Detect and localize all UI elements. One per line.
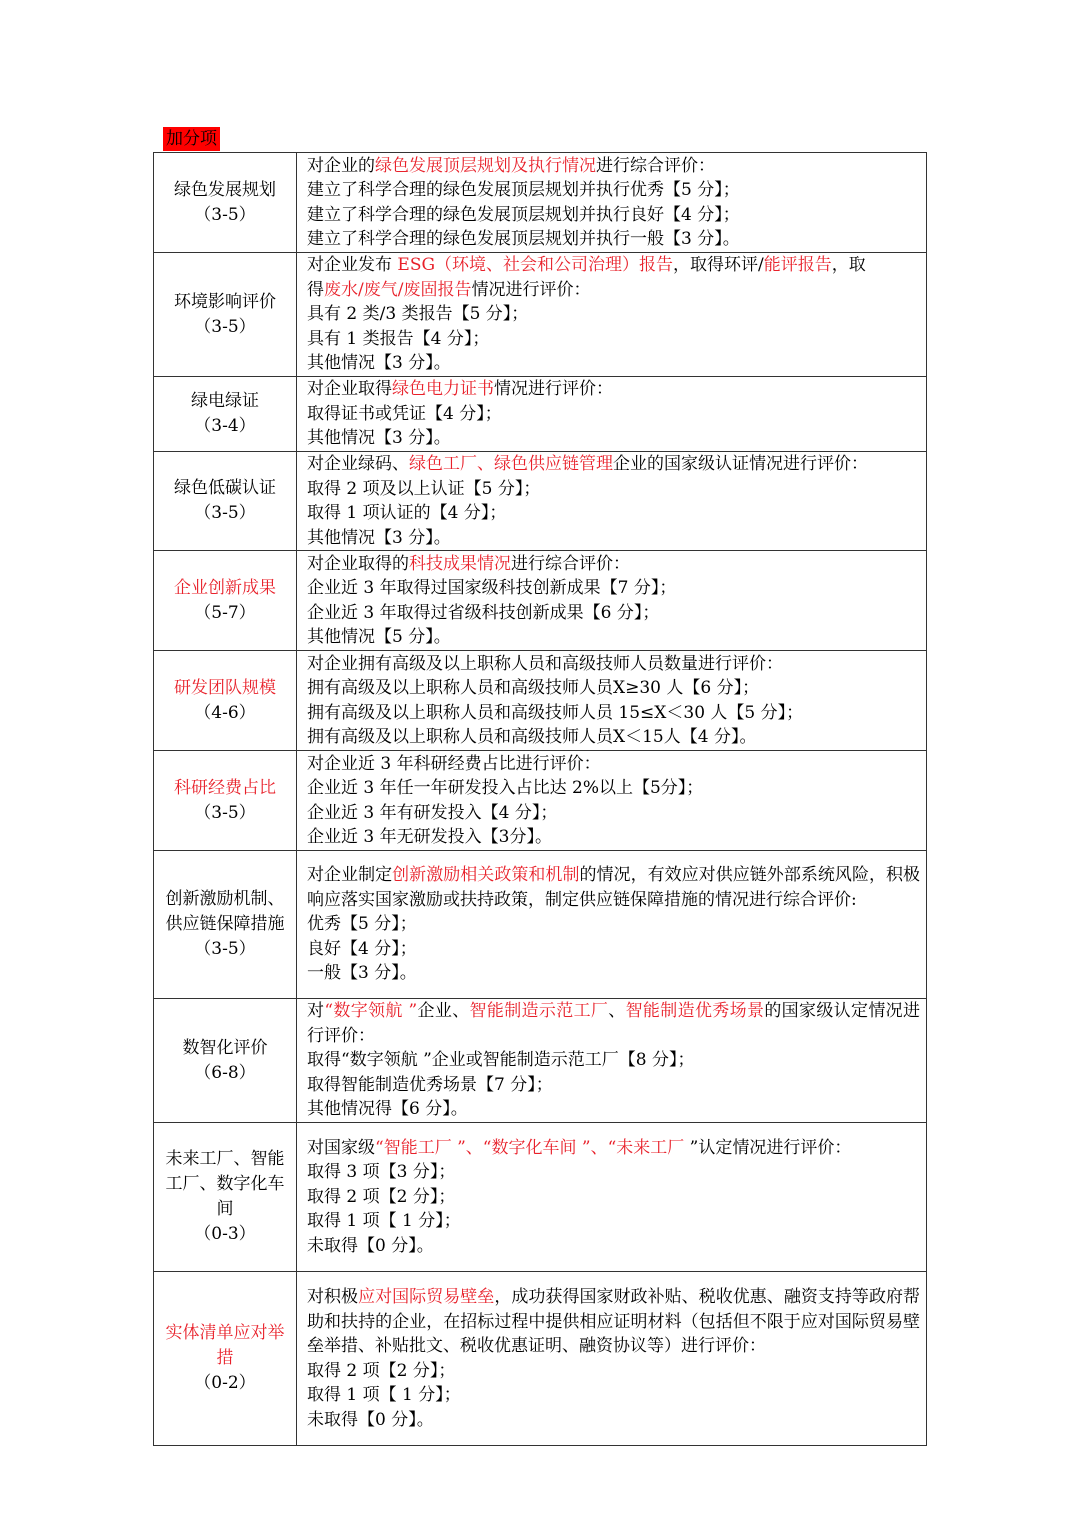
text-segment: 进行综合评价：: [511, 553, 630, 574]
text-segment: 对企业取得: [307, 379, 392, 400]
criterion-description: [297, 551, 927, 651]
description-line: [307, 278, 920, 303]
text-segment: 对积极: [307, 1287, 359, 1307]
text-segment: ，成功获得国家财政补贴、税收优惠、融资支持等政府帮助和扶持的企业，在招标过程中提供相应证明材料（包括但不限于应对国际贸易壁垒举措、补贴批文、税收优惠证明、融资协议等）进行评价：: [307, 1287, 921, 1356]
table-row: [154, 452, 927, 551]
description-line: [307, 625, 920, 650]
description-line: [307, 452, 920, 477]
text-segment: 对企业发布: [307, 255, 398, 276]
description-line: [307, 1359, 920, 1384]
text-segment: 优秀【5 分】；: [307, 914, 417, 935]
description-line: [307, 178, 920, 203]
text-segment: 其他情况【3 分】。: [307, 353, 451, 374]
text-segment: 取得“数字领航 ”企业或智能制造示范工厂【8 分】；: [307, 1050, 695, 1071]
text-segment: 对企业近 3 年科研经费占比进行评价：: [307, 753, 601, 774]
description-line: [307, 601, 920, 626]
score-range: （3-5）: [194, 802, 256, 823]
score-range: （4-6）: [194, 702, 256, 723]
description-line: [307, 327, 920, 352]
text-segment: 取得证书或凭证【4 分】；: [307, 403, 502, 424]
text-segment: 取得 2 项及以上认证【5 分】；: [307, 478, 541, 499]
highlighted-text: “智能工厂 ”、“数字化车间 ”、“未来工厂: [375, 1137, 685, 1158]
highlighted-text: 智能制造示范工厂: [469, 1001, 609, 1022]
table-row: [154, 751, 927, 851]
text-segment: 情况进行评价：: [471, 279, 591, 300]
text-segment: 得: [307, 279, 324, 300]
criterion-cell: [154, 999, 297, 1123]
text-segment: 企业近 3 年有研发投入【4 分】；: [307, 802, 558, 823]
criterion-description: [297, 377, 927, 452]
criterion-name: 绿色发展规划: [174, 179, 276, 200]
description-line: [307, 477, 920, 502]
criterion-cell: [154, 1272, 297, 1446]
description-line: [307, 776, 920, 801]
criterion-description: [297, 751, 927, 851]
criterion-name: 未来工厂、智能工厂、数字化车间: [165, 1149, 285, 1219]
highlighted-text: 创新激励相关政策和机制: [392, 865, 580, 886]
criterion-cell: [154, 1123, 297, 1272]
text-segment: 未取得【0 分】。: [307, 1409, 434, 1430]
table-row: [154, 377, 927, 452]
table-row: [154, 1272, 927, 1446]
text-segment: 具有 2 类/3 类报告【5 分】；: [307, 304, 529, 325]
criterion-name: 企业创新成果: [174, 577, 276, 598]
text-segment: 良好【4 分】；: [307, 938, 417, 959]
highlighted-text: 绿色电力证书: [392, 379, 494, 400]
bonus-items-heading: 加分项: [163, 127, 220, 151]
criterion-description: [297, 253, 927, 377]
text-segment: 的国家级认定情况进行评价：: [307, 1001, 921, 1046]
highlighted-text: 应对国际贸易壁垒: [358, 1287, 495, 1307]
text-segment: 拥有高级及以上职称人员和高级技师人员 15≤X＜30 人【5 分】；: [307, 702, 804, 723]
criterion-name: 实体清单应对举措: [165, 1323, 285, 1368]
text-segment: 建立了科学合理的绿色发展顶层规划并执行优秀【5 分】；: [307, 180, 740, 200]
description-line: [307, 999, 920, 1048]
text-segment: ，取得环评/: [673, 255, 764, 276]
text-segment: 对企业制定: [307, 865, 393, 886]
criterion-cell: [154, 377, 297, 452]
description-line: [307, 302, 920, 327]
table-row: [154, 551, 927, 651]
description-line: [307, 203, 920, 228]
table-row: [154, 253, 927, 377]
criterion-name: 科研经费占比: [174, 777, 276, 798]
highlighted-text: 废水/废气/废固报告: [324, 279, 472, 300]
description-line: [307, 825, 920, 850]
description-line: [307, 1185, 920, 1210]
text-segment: 取得 1 项【 1 分】；: [307, 1385, 461, 1405]
criterion-name: 环境影响评价: [174, 291, 276, 312]
description-line: [307, 1209, 920, 1234]
score-range: （0-2）: [194, 1373, 256, 1393]
criterion-name: 研发团队规模: [174, 677, 276, 698]
score-range: （3-4）: [194, 416, 256, 436]
text-segment: 企业、: [417, 1001, 470, 1022]
text-segment: 企业近 3 年取得过省级科技创新成果【6 分】；: [307, 602, 660, 623]
description-line: [307, 552, 920, 577]
highlighted-text: 科技成果情况: [409, 553, 511, 574]
criterion-cell: [154, 651, 297, 751]
description-line: [307, 937, 920, 962]
text-segment: 其他情况【3 分】。: [307, 428, 451, 449]
criterion-name: 数智化评价: [182, 1037, 268, 1058]
criterion-cell: [154, 452, 297, 551]
text-segment: 的情况，有效应对供应链外部系统风险，积极响应落实国家激励或扶持政策，制定供应链保障措施的情况进行综合评价:: [307, 865, 921, 910]
text-segment: 拥有高级及以上职称人员和高级技师人员X＜15人【4 分】。: [307, 727, 757, 747]
criterion-description: [297, 153, 927, 253]
table-row: [154, 153, 927, 253]
text-segment: 企业近 3 年无研发投入【3分】。: [307, 827, 552, 847]
text-segment: 其他情况【5 分】。: [307, 627, 451, 647]
text-segment: 对企业拥有高级及以上职称人员和高级技师人员数量进行评价：: [307, 653, 783, 674]
description-line: [307, 402, 920, 427]
criterion-cell: [154, 751, 297, 851]
description-line: [307, 426, 920, 451]
highlighted-text: “数字领航 ”: [324, 1001, 418, 1022]
criterion-description: [297, 651, 927, 751]
table-row: [154, 651, 927, 751]
description-line: [307, 701, 920, 726]
description-line: [307, 1383, 920, 1408]
score-range: （6-8）: [194, 1062, 256, 1083]
description-line: [307, 863, 920, 912]
description-line: [307, 676, 920, 701]
criterion-description: [297, 1272, 927, 1446]
description-line: [307, 752, 920, 777]
criterion-cell: [154, 551, 297, 651]
score-range: （0-3）: [194, 1224, 256, 1244]
criterion-name: 绿色低碳认证: [174, 478, 276, 498]
description-line: [307, 154, 920, 179]
description-line: [307, 1048, 920, 1073]
criterion-cell: [154, 253, 297, 377]
description-line: [307, 912, 920, 937]
text-segment: 取得 2 项【2 分】；: [307, 1186, 456, 1207]
text-segment: 进行综合评价：: [596, 155, 715, 176]
highlighted-text: 能评报告: [763, 255, 832, 276]
text-segment: 拥有高级及以上职称人员和高级技师人员X≥30 人【6 分】；: [307, 678, 760, 698]
description-line: [307, 1285, 920, 1359]
description-line: [307, 961, 920, 986]
text-segment: 具有 1 类报告【4 分】；: [307, 328, 490, 349]
description-line: [307, 1234, 920, 1259]
table-row: [154, 999, 927, 1123]
text-segment: 取得 2 项【2 分】；: [307, 1360, 456, 1381]
text-segment: 其他情况得【6 分】。: [307, 1099, 468, 1120]
description-line: [307, 1097, 920, 1122]
criterion-description: [297, 999, 927, 1123]
criterion-description: [297, 452, 927, 551]
text-segment: 对企业取得的: [307, 553, 409, 574]
description-line: [307, 377, 920, 402]
text-segment: 、: [608, 1001, 626, 1022]
text-segment: 取得智能制造优秀场景【7 分】；: [307, 1074, 553, 1095]
text-segment: ，取: [831, 255, 866, 276]
description-line: [307, 1160, 920, 1185]
description-line: [307, 1073, 920, 1098]
score-range: （3-5）: [194, 503, 256, 523]
score-range: （3-5）: [194, 316, 256, 337]
text-segment: 企业近 3 年任一年研发投入占比达 2%以上【5分】；: [307, 778, 704, 798]
description-line: [307, 725, 920, 750]
text-segment: 建立了科学合理的绿色发展顶层规划并执行一般【3 分】。: [307, 229, 740, 249]
text-segment: 对企业的: [307, 155, 375, 176]
text-segment: 未取得【0 分】。: [307, 1235, 434, 1256]
text-segment: 其他情况【3 分】。: [307, 527, 451, 548]
text-segment: 对国家级: [307, 1137, 375, 1158]
highlighted-text: 智能制造优秀场景: [625, 1001, 765, 1022]
table-row: [154, 1123, 927, 1272]
text-segment: 对企业绿码、: [307, 454, 409, 474]
criterion-cell: [154, 153, 297, 253]
description-line: [307, 501, 920, 526]
text-segment: 取得 1 项【 1 分】；: [307, 1211, 461, 1232]
highlighted-text: 绿色发展顶层规划及执行情况: [375, 155, 596, 176]
highlighted-text: ESG（环境、社会和公司治理）报告: [397, 255, 674, 276]
text-segment: 情况进行评价：: [494, 379, 613, 400]
description-line: [307, 1408, 920, 1433]
score-range: （3-5）: [194, 939, 256, 959]
criterion-description: [297, 1123, 927, 1272]
text-segment: 一般【3 分】。: [307, 963, 417, 984]
text-segment: 对: [307, 1001, 325, 1022]
description-line: [307, 652, 920, 677]
text-segment: 建立了科学合理的绿色发展顶层规划并执行良好【4 分】；: [307, 204, 740, 225]
description-line: [307, 253, 920, 278]
criterion-name: 创新激励机制、供应链保障措施: [165, 889, 285, 934]
criterion-name: 绿电绿证: [191, 391, 259, 411]
description-line: [307, 526, 920, 551]
description-line: [307, 227, 920, 252]
score-range: （5-7）: [194, 602, 256, 623]
text-segment: 企业的国家级认证情况进行评价：: [613, 454, 868, 474]
criterion-description: [297, 851, 927, 999]
table-row: [154, 851, 927, 999]
score-range: （3-5）: [194, 204, 256, 225]
highlighted-text: 绿色工厂、绿色供应链管理: [409, 454, 613, 474]
description-line: [307, 351, 920, 376]
description-line: [307, 801, 920, 826]
text-segment: ”认定情况进行评价：: [684, 1137, 852, 1158]
description-line: [307, 1136, 920, 1161]
text-segment: 取得 3 项【3 分】；: [307, 1162, 456, 1183]
criterion-cell: [154, 851, 297, 999]
text-segment: 取得 1 项认证的【4 分】；: [307, 503, 507, 523]
description-line: [307, 576, 920, 601]
bonus-scoring-table: [153, 152, 927, 1446]
text-segment: 企业近 3 年取得过国家级科技创新成果【7 分】；: [307, 578, 677, 598]
